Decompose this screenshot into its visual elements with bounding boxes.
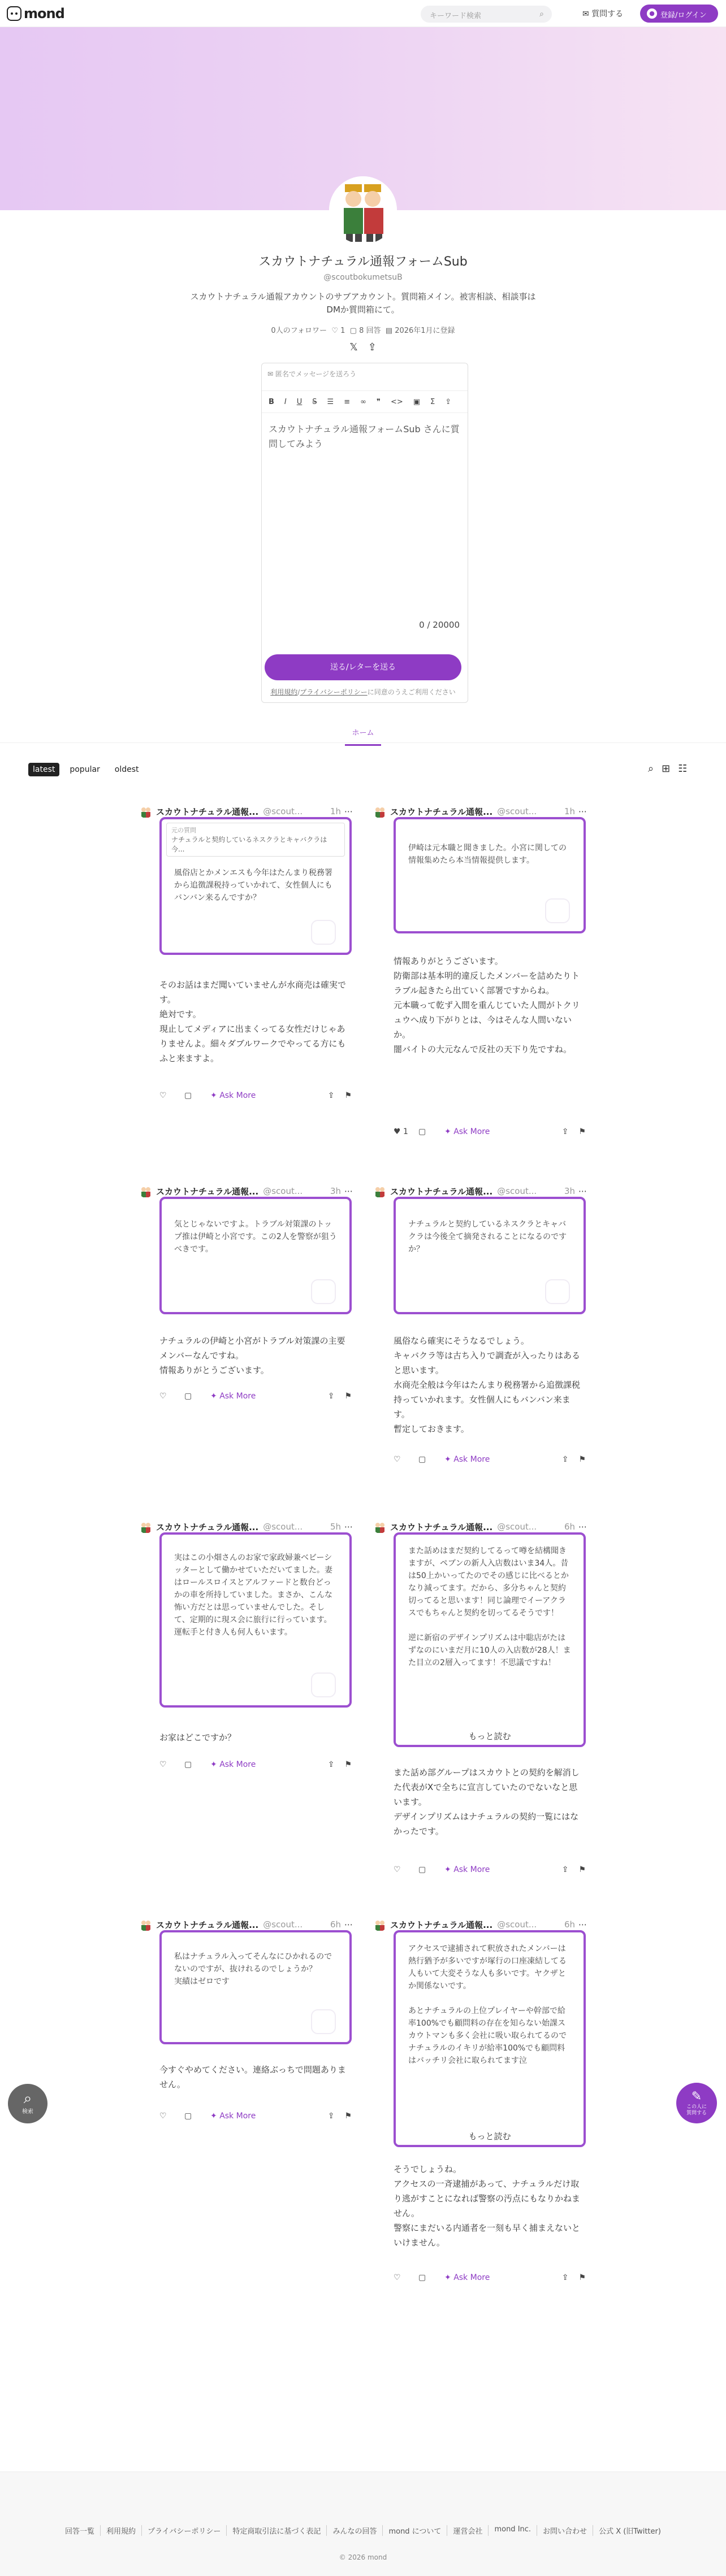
card-author: スカウトナチュラル通報... bbox=[390, 1522, 493, 1532]
card-actions bbox=[394, 1863, 586, 1876]
image-icon[interactable]: ▣ bbox=[413, 397, 421, 406]
footer-link-about[interactable]: mond について bbox=[382, 2525, 447, 2536]
card-actions bbox=[159, 1089, 352, 1102]
comment-icon[interactable]: ▢ bbox=[184, 2112, 192, 2121]
sort-latest[interactable]: latest bbox=[28, 763, 59, 776]
question-editor[interactable] bbox=[261, 363, 468, 703]
likes-count: 1 bbox=[340, 327, 345, 335]
sort-options bbox=[28, 763, 144, 776]
ask-more-label: Ask More bbox=[453, 1455, 490, 1464]
underline-icon[interactable]: U bbox=[296, 397, 302, 406]
more-icon[interactable]: ⋯ bbox=[578, 806, 587, 816]
bookmark-icon[interactable]: ⚑ bbox=[578, 1127, 586, 1136]
answer-text: また話め部グループはスカウトとの契約を解消した代表がXで全ちに宣言していたのでないなと思います。 デザインプリズムはナチュラルの契約一覧にはなかったです。 bbox=[394, 1767, 580, 1836]
card-avatar bbox=[373, 1184, 387, 1198]
answer-text: ナチュラルの伊崎と小宮がトラブル対策課の主要メンバーなんですね。 情報ありがとうございます。 bbox=[159, 1336, 345, 1375]
question-text: 気とじゃないですよ。トラブル対策課のトップ推は伊崎と小宮です。この2人を警察が狙うべきです。 bbox=[174, 1220, 337, 1254]
filter-icon[interactable]: ☷ bbox=[678, 763, 688, 775]
ask-more-label: Ask More bbox=[453, 1127, 490, 1136]
profile-avatar bbox=[329, 176, 397, 244]
terms-notice bbox=[0, 687, 726, 697]
card-handle: @scout... bbox=[263, 806, 303, 816]
card-handle: @scout... bbox=[497, 806, 537, 816]
card-actions bbox=[159, 1758, 352, 1771]
comment-icon[interactable]: ▢ bbox=[184, 1392, 192, 1401]
card-time: 3h bbox=[564, 1186, 575, 1196]
answer-text: そのお話はまだ聞いていませんが水商売は確実です。 絶対です。 現止してメディアに出まくってる女性だけじゃありませんよ。細々ダブルワークでやってる方にもふと来ますよ。 bbox=[159, 980, 347, 1063]
terms-separator: / bbox=[297, 688, 300, 696]
mond-logo[interactable] bbox=[7, 6, 64, 21]
card-author: スカウトナチュラル通報... bbox=[156, 806, 259, 817]
card-time: 1h bbox=[564, 806, 575, 816]
login-button[interactable] bbox=[640, 5, 718, 23]
card-author: スカウトナチュラル通報... bbox=[156, 1186, 259, 1197]
editor-title bbox=[267, 369, 356, 379]
card-actions bbox=[159, 1390, 352, 1402]
watermark-icon bbox=[311, 1279, 336, 1304]
card-handle: @scout... bbox=[263, 1522, 303, 1532]
ask-more-button[interactable]: ✦ Ask More bbox=[444, 2273, 490, 2282]
question-text: 伊崎は元本職と聞きました。小宮に関しての情報集めたら本当情報提供します。 bbox=[408, 844, 567, 865]
footer-link-contact[interactable]: お問い合わせ bbox=[537, 2525, 593, 2536]
footer-link-privacy[interactable]: プライバシーポリシー bbox=[141, 2525, 226, 2536]
watermark-icon bbox=[311, 1673, 336, 1697]
question-box[interactable] bbox=[394, 1930, 586, 2147]
privacy-link[interactable]: プライバシーポリシー bbox=[300, 688, 368, 696]
card-avatar bbox=[139, 1918, 153, 1931]
card-avatar bbox=[373, 1918, 387, 1931]
card-handle: @scout... bbox=[497, 1186, 537, 1196]
footer-link-company[interactable]: 運営会社 bbox=[447, 2525, 488, 2536]
bookmark-icon[interactable]: ⚑ bbox=[578, 1455, 586, 1464]
tab-home[interactable]: ホーム bbox=[345, 727, 381, 746]
code-icon[interactable]: <> bbox=[390, 397, 403, 406]
footer-link-commerce[interactable]: 特定商取引法に基づく表記 bbox=[226, 2525, 326, 2536]
editor-toolbar bbox=[262, 390, 468, 413]
share-icon[interactable]: ⇪ bbox=[561, 1865, 569, 1874]
card-time: 6h bbox=[564, 1919, 575, 1930]
footer bbox=[0, 2471, 726, 2576]
question-text: また話めはまだ契約してるって噂を結構聞きますが、ペブンの新人入店数はいま34人。昔は50上かいってたのでその感じに比べるとかなり減ってます。だから、多分ちゃんと契約切ってると思います！同じ論理でイーアクラスでもちゃんと契約を切ってるそうです！ 逆に新宿のデザインプリズムは中聡店がたはずなのにいまだ月に10人の入店数が28人！また目立の2層入ってます！不思議ですね！ bbox=[408, 1547, 571, 1667]
share-icon[interactable]: ⇪ bbox=[561, 1127, 569, 1136]
question-box[interactable] bbox=[159, 1197, 352, 1314]
watermark-icon bbox=[311, 2009, 336, 2034]
send-button[interactable]: 送る/レターを送る bbox=[265, 654, 461, 680]
ask-more-label: Ask More bbox=[219, 1392, 256, 1401]
comment-icon[interactable]: ▢ bbox=[418, 1455, 426, 1464]
strikethrough-icon[interactable]: S bbox=[312, 397, 317, 406]
card-handle: @scout... bbox=[263, 1186, 303, 1196]
bookmark-icon[interactable]: ⚑ bbox=[344, 1091, 352, 1100]
share-icon[interactable]: ⇪ bbox=[561, 2273, 569, 2282]
floating-ask-button[interactable] bbox=[676, 2083, 717, 2123]
card-actions bbox=[394, 1126, 586, 1138]
card-actions bbox=[159, 2110, 352, 2122]
card-header bbox=[139, 1184, 353, 1198]
like-icon[interactable]: ♡ bbox=[394, 2273, 401, 2282]
card-avatar bbox=[373, 805, 387, 818]
question-box[interactable] bbox=[394, 1197, 586, 1314]
card-author: スカウトナチュラル通報... bbox=[390, 1186, 493, 1197]
editor-title-text: 匿名でメッセージを送ろう bbox=[275, 370, 357, 378]
card-header bbox=[139, 1918, 353, 1931]
question-text: アクセスで逮捕されて釈放されたメンバーは熱行猶予が多いですが塚行の口座凍結してる人もいて大変そうな人も多いです。ヤクザとか関係ないです。 あとナチュラルの上位プレイヤーや幹部で給率100%でも顧問料の存在を知らない始課スカウトマンも多く会社に吸い取られてるのでナチュラルのイキリが給率100%でも顧問料はバッチリ会社に取られてます泣 bbox=[408, 1944, 567, 2065]
logo-text: mond bbox=[24, 6, 64, 21]
upload-icon[interactable]: ⇪ bbox=[445, 397, 452, 406]
question-text: ナチュラルと契約しているネスクラとキャバクラは今後全て摘発されることになるのですか？ bbox=[408, 1220, 567, 1254]
like-icon[interactable]: ♡ bbox=[159, 1760, 167, 1769]
followers-count[interactable]: 0人のフォロワー bbox=[271, 327, 327, 335]
question-text: 私はナチュラル入ってそんなにひかれるのでないのですが、抜けれるのでしょうか？ 実績はゼロです bbox=[174, 1952, 332, 1986]
card-avatar bbox=[139, 805, 153, 818]
answer-text: 風俗なら確実にそうなるでしょう。 キャバクラ等は古ち入りで調査が入ったりはあると思います。 水商売全般は今年はたんまり税務署から追徴課税持っていかれます。女性個人にもバンバン来ます。 暫定しておきます。 bbox=[394, 1336, 581, 1434]
floating-ask-line2: 質問する bbox=[686, 2110, 707, 2116]
editor-textarea[interactable]: スカウトナチュラル通報フォームSub さんに質問してみよう bbox=[269, 424, 460, 449]
ask-more-button[interactable]: ✦ Ask More bbox=[444, 1865, 490, 1874]
comment-icon[interactable]: ▢ bbox=[418, 1127, 426, 1136]
answers-count: 8 回答 bbox=[359, 327, 381, 335]
card-avatar bbox=[139, 1184, 153, 1198]
answers-icon: ▢ bbox=[349, 327, 357, 335]
reference-text: ナチュラルと契約しているネスクラとキャバクラは今... bbox=[171, 836, 327, 853]
card-header bbox=[139, 1520, 353, 1534]
card-handle: @scout... bbox=[497, 1919, 537, 1930]
more-icon[interactable]: ⋯ bbox=[344, 1186, 353, 1196]
ask-more-label: Ask More bbox=[453, 1865, 490, 1874]
card-actions bbox=[394, 1453, 586, 1466]
link-icon[interactable]: ∞ bbox=[360, 397, 366, 406]
like-icon[interactable]: ♡ bbox=[159, 1091, 167, 1100]
footer-link-terms[interactable]: 利用規約 bbox=[100, 2525, 141, 2536]
comment-icon[interactable]: ▢ bbox=[184, 1760, 192, 1769]
search-icon: ⌕ bbox=[539, 10, 544, 19]
view-tools bbox=[648, 763, 687, 775]
bold-icon[interactable]: B bbox=[269, 397, 274, 406]
footer-link-x[interactable]: 公式 X (旧Twitter) bbox=[593, 2525, 667, 2536]
watermark-icon bbox=[545, 898, 570, 923]
card-avatar bbox=[373, 1520, 387, 1534]
question-box[interactable] bbox=[394, 1532, 586, 1747]
bookmark-icon[interactable]: ⚑ bbox=[344, 1760, 352, 1769]
more-icon[interactable]: ⋯ bbox=[578, 1186, 587, 1196]
terms-link[interactable]: 利用規約 bbox=[270, 688, 298, 696]
profile-handle: @scoutbokumetsuB bbox=[323, 273, 403, 282]
share-icon[interactable]: ⇪ bbox=[561, 1455, 569, 1464]
card-author: スカウトナチュラル通報... bbox=[156, 1522, 259, 1532]
comment-icon[interactable]: ▢ bbox=[184, 1091, 192, 1100]
card-time: 1h bbox=[330, 806, 341, 816]
card-author: スカウトナチュラル通報... bbox=[390, 1919, 493, 1930]
ask-question-label: 質問する bbox=[591, 10, 624, 19]
ask-more-label: Ask More bbox=[219, 1760, 256, 1769]
like-icon[interactable]: ♡ bbox=[159, 1392, 167, 1401]
card-time: 6h bbox=[330, 1919, 341, 1930]
like-icon[interactable]: ♡ bbox=[159, 2112, 167, 2121]
heart-icon: ♡ bbox=[331, 327, 338, 335]
ask-question-link[interactable] bbox=[582, 8, 623, 19]
calendar-icon: ▤ bbox=[385, 327, 393, 335]
more-icon[interactable]: ⋯ bbox=[344, 806, 353, 816]
question-box[interactable] bbox=[394, 817, 586, 933]
footer-link-inc[interactable]: mond Inc. bbox=[488, 2525, 537, 2536]
ask-more-button[interactable]: ✦ Ask More bbox=[210, 1760, 256, 1769]
answer-text: そうでしょうね。 アクセスの一斉逮捕があって、ナチュラルだけ取り逃がすことになれば警察の汚点にもなりかねません。 警察にまだいる内通者を一刻も早く捕まえないといけません。 bbox=[394, 2164, 581, 2248]
social-links bbox=[346, 341, 380, 353]
like-icon[interactable]: ♥ 1 bbox=[394, 1127, 408, 1136]
quote-icon[interactable]: ❞ bbox=[376, 397, 381, 406]
card-author: スカウトナチュラル通報... bbox=[390, 806, 493, 817]
question-box[interactable] bbox=[159, 1532, 352, 1708]
footer-link-everyone[interactable]: みんなの回答 bbox=[326, 2525, 382, 2536]
login-label: 登録/ログイン bbox=[660, 11, 707, 20]
floating-search-label: 検索 bbox=[22, 2109, 33, 2115]
card-header bbox=[373, 1918, 587, 1931]
card-time: 6h bbox=[564, 1522, 575, 1532]
user-icon: ● bbox=[647, 8, 657, 19]
ask-more-button[interactable]: ✦ Ask More bbox=[210, 2112, 256, 2121]
sort-popular[interactable]: popular bbox=[70, 765, 100, 774]
ask-more-button[interactable]: ✦ Ask More bbox=[210, 1392, 256, 1401]
card-handle: @scout... bbox=[263, 1919, 303, 1930]
read-more-button[interactable]: もっと読む bbox=[396, 2111, 584, 2145]
read-more-button[interactable]: もっと読む bbox=[396, 1711, 584, 1745]
more-icon[interactable]: ⋯ bbox=[344, 1522, 353, 1532]
like-icon[interactable]: ♡ bbox=[394, 1865, 401, 1874]
share-icon[interactable]: ⇪ bbox=[327, 2112, 335, 2121]
ask-more-label: Ask More bbox=[219, 1091, 256, 1100]
joined-date: 2026年1月に登録 bbox=[395, 327, 455, 335]
search-input[interactable] bbox=[421, 6, 552, 23]
watermark-icon bbox=[545, 1279, 570, 1304]
tab-divider bbox=[0, 742, 726, 743]
grid-view-icon[interactable]: ⊞ bbox=[662, 763, 671, 775]
profile-bio: スカウトナチュラル通報アカウントのサブアカウント。質問箱メイン。被害相談、相談事はDMか質問箱にて。 bbox=[190, 292, 536, 315]
floating-ask-line1: この人に bbox=[686, 2104, 707, 2110]
italic-icon[interactable]: I bbox=[284, 397, 287, 406]
top-header bbox=[0, 0, 726, 27]
like-icon[interactable]: ♡ bbox=[394, 1455, 401, 1464]
mail-icon: ✉ bbox=[267, 370, 274, 378]
share-icon[interactable]: ⇪ bbox=[368, 341, 377, 353]
more-icon[interactable]: ⋯ bbox=[344, 1919, 353, 1930]
reference-question[interactable] bbox=[166, 823, 345, 857]
card-time: 5h bbox=[330, 1522, 341, 1532]
bookmark-icon[interactable]: ⚑ bbox=[344, 2112, 352, 2121]
terms-suffix: に同意のうえご利用ください bbox=[367, 688, 456, 696]
footer-links bbox=[0, 2525, 726, 2536]
ask-more-label: Ask More bbox=[219, 2112, 256, 2121]
x-twitter-icon[interactable]: 𝕏 bbox=[349, 341, 358, 353]
bookmark-icon[interactable]: ⚑ bbox=[578, 1865, 586, 1874]
bullet-list-icon[interactable]: ☰ bbox=[327, 397, 334, 406]
comment-icon[interactable]: ▢ bbox=[418, 1865, 426, 1874]
card-avatar bbox=[139, 1520, 153, 1534]
bookmark-icon[interactable]: ⚑ bbox=[344, 1392, 352, 1401]
footer-link-answers[interactable]: 回答一覧 bbox=[65, 2527, 95, 2536]
card-handle: @scout... bbox=[497, 1522, 537, 1532]
share-icon[interactable]: ⇪ bbox=[327, 1091, 335, 1100]
ask-more-button[interactable]: ✦ Ask More bbox=[444, 1455, 490, 1464]
more-icon[interactable]: ⋯ bbox=[578, 1522, 587, 1532]
profile-stats bbox=[0, 324, 726, 335]
search-icon[interactable]: ⌕ bbox=[648, 763, 654, 775]
card-header bbox=[373, 1184, 587, 1198]
profile-name: スカウトナチュラル通報フォームSub bbox=[258, 255, 468, 269]
formula-icon[interactable]: Σ bbox=[430, 397, 435, 406]
comment-icon[interactable]: ▢ bbox=[418, 2273, 426, 2282]
card-header bbox=[373, 805, 587, 818]
ask-more-label: Ask More bbox=[453, 2273, 490, 2282]
reference-label: 元の質問 bbox=[171, 827, 196, 834]
card-time: 3h bbox=[330, 1186, 341, 1196]
bookmark-icon[interactable]: ⚑ bbox=[578, 2273, 586, 2282]
ask-more-button[interactable]: ✦ Ask More bbox=[444, 1127, 490, 1136]
search-icon: ⌕ bbox=[23, 2090, 32, 2107]
like-count: 1 bbox=[403, 1127, 408, 1136]
question-text: 実はこの小畑さんのお家で家政婦兼ベビーシッターとして働かせていただいてました。妻はロールスロイスとアルファードと数台どっかの車を所持していました。まさか、こんな怖い方だとは思っていませんでした。そして、定期的に現ス会に旅行に行っています。運転手と付き人も何人もいます。 bbox=[174, 1553, 332, 1637]
copyright: © 2026 mond bbox=[339, 2553, 387, 2561]
answer-text: お家はどこですか？ bbox=[159, 1732, 236, 1743]
pencil-icon: ✎ bbox=[691, 2090, 702, 2104]
chat-icon: ✉ bbox=[582, 10, 589, 19]
search-placeholder: キーワード検索 bbox=[430, 12, 482, 20]
card-header bbox=[139, 805, 353, 818]
ordered-list-icon[interactable]: ≡ bbox=[344, 397, 351, 406]
card-actions bbox=[394, 2271, 586, 2284]
question-box[interactable] bbox=[159, 1930, 352, 2044]
floating-search-button[interactable] bbox=[8, 2084, 47, 2123]
answer-text: 今すぐやめてください。連絡ぶっちで問題ありません。 bbox=[159, 2065, 346, 2090]
watermark-icon bbox=[311, 920, 336, 945]
sort-oldest[interactable]: oldest bbox=[114, 765, 139, 774]
more-icon[interactable]: ⋯ bbox=[578, 1919, 587, 1930]
card-author: スカウトナチュラル通報... bbox=[156, 1919, 259, 1930]
card-header bbox=[373, 1520, 587, 1534]
question-text: 風俗店とかメンエスも今年はたんまり税務署から追徴課税持っていかれて、女性個人にもバンバン来るんですか？ bbox=[174, 868, 332, 902]
cat-face-icon bbox=[7, 6, 21, 21]
share-icon[interactable]: ⇪ bbox=[327, 1760, 335, 1769]
answer-text: 情報ありがとうございます。 防衛部は基本明的違反したメンバーを詰めたりトラブル起きたら出ていく部署ですからね。 元本職って乾ず入間を重んじていた人間がトクリュウへ成り下がりとは、今はそんな人間いないか。 闇バイトの大元なんで反社の天下り先ですね。 bbox=[394, 956, 580, 1054]
question-box[interactable] bbox=[159, 817, 352, 955]
share-icon[interactable]: ⇪ bbox=[327, 1392, 335, 1401]
ask-more-button[interactable]: ✦ Ask More bbox=[210, 1091, 256, 1100]
char-counter: 0 / 20000 bbox=[419, 620, 460, 630]
